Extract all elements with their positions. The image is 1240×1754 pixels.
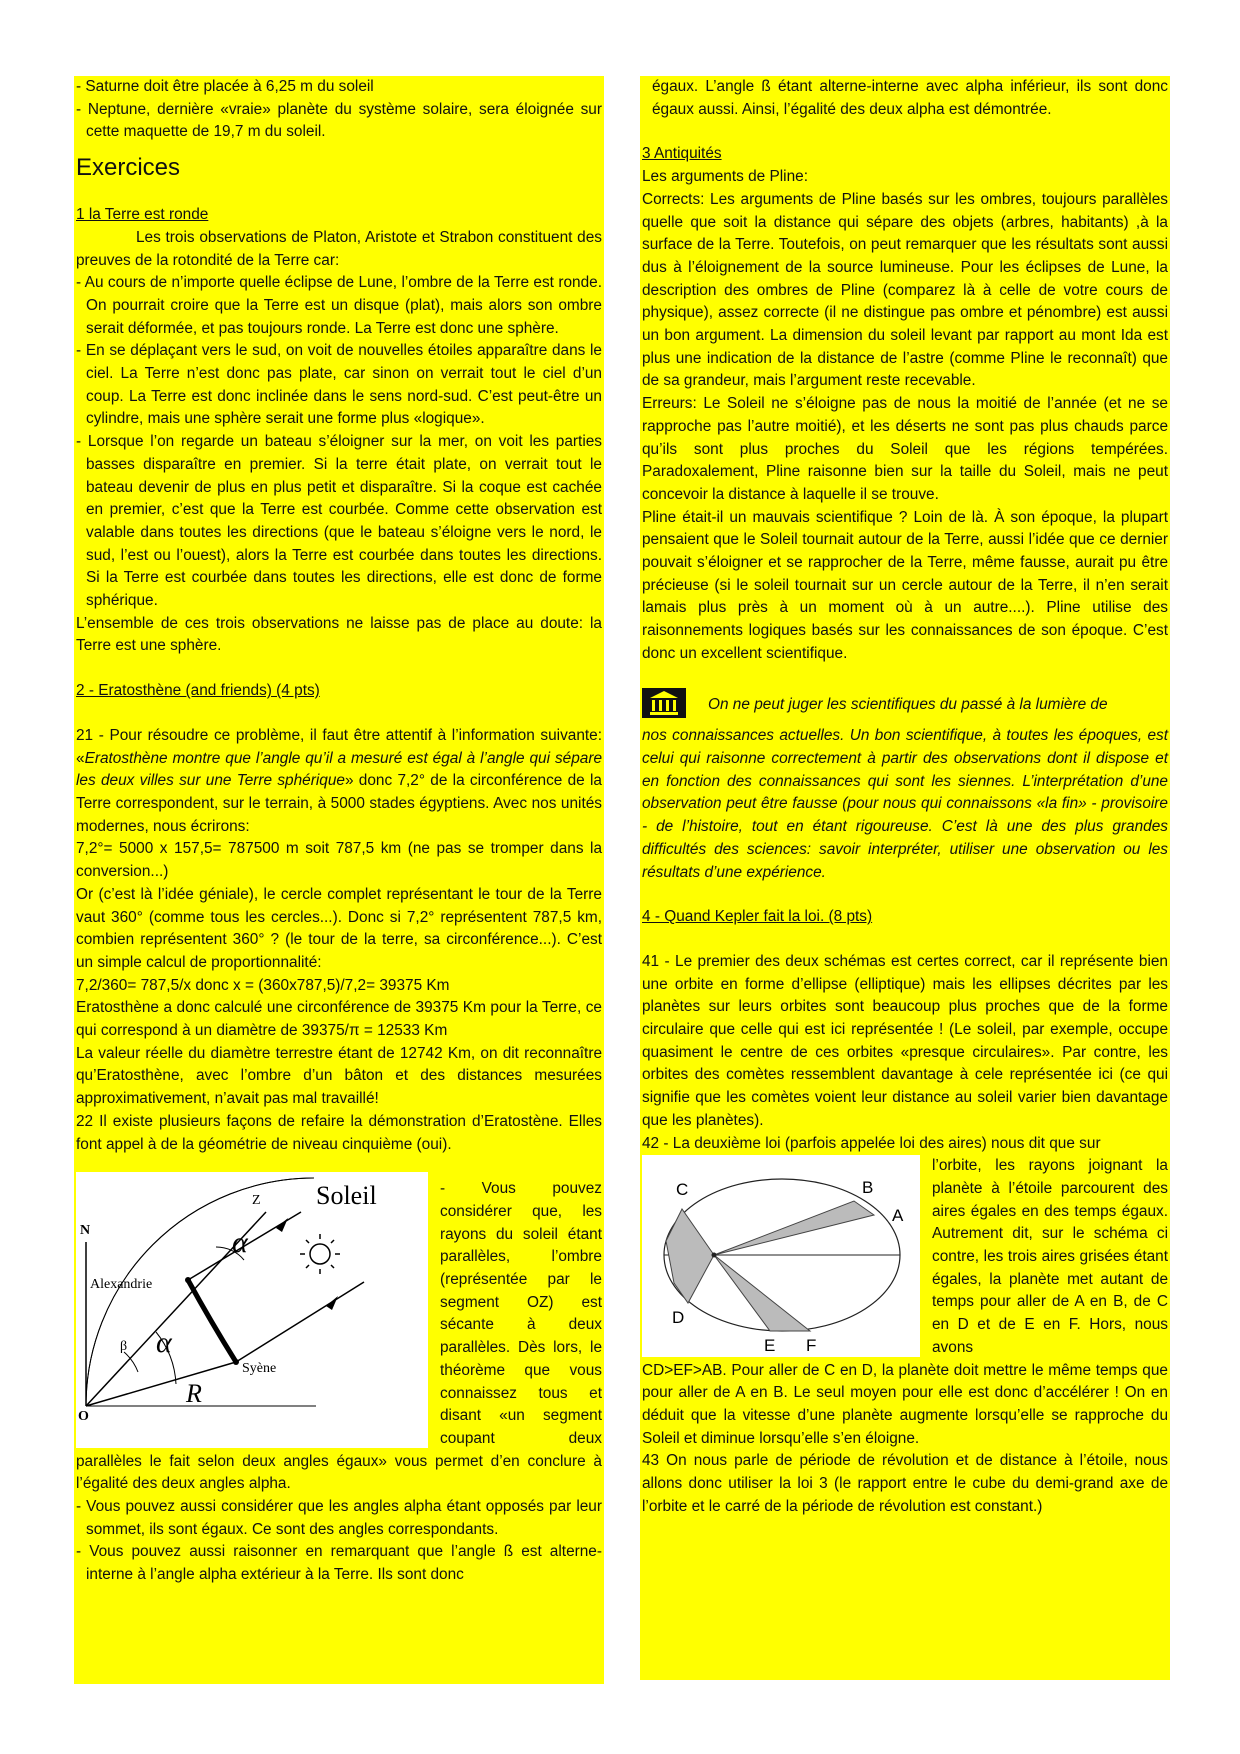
figure-label-soleil: Soleil xyxy=(316,1181,377,1211)
calc-line-2: 7,2/360= 787,5/x donc x = (360x787,5)/7,2= 39375 Km xyxy=(76,976,450,994)
museum-icon xyxy=(642,688,686,726)
answer-42-rest: CD>EF>AB. Pour aller de C en D, la planète doit mettre le même temps que pour aller de A en B. Le seul moyen pour elle est donc d’accélérer ! On en déduit que la vitesse d’une planète augmente lorsqu’elle se rapproche du Soleil et diminue lorsqu’elle s’en éloigne. xyxy=(642,1361,1168,1447)
figure-label-beta: β xyxy=(120,1339,128,1355)
exercise-1-intro: Les trois observations de Platon, Aristote et Strabon constituent des preuves de la rotondité de la Terre car: xyxy=(76,228,602,269)
orbit-label-d: D xyxy=(672,1308,685,1328)
kepler-orbit-figure xyxy=(642,1155,920,1357)
paragraph-or: Or (c’est là l’idée géniale), le cercle complet représentant le tour de la Terre vaut 360° (comme tous les cercles...). Donc si 7,2° représentent 787,5 km, combien représentent 360° ? (le tour de la terre, sa circonférence...). C’est un simple calcul de proportionnalité: xyxy=(76,885,602,971)
paragraph-result: Eratosthène a donc calculé une circonférence de 39375 Km pour la Terre, ce qui correspond à un diamètre de 39375/π = 12533 Km xyxy=(76,999,602,1040)
list-item: - Saturne doit être placée à 6,25 m du soleil xyxy=(76,78,374,95)
answer-22: 22 Il existe plusieurs façons de refaire la démonstration d’Eratostène. Elles font appel à de la géométrie de niveau cinquième (oui). xyxy=(76,1112,602,1153)
orbit-label-f: F xyxy=(806,1336,817,1356)
orbit-label-e: E xyxy=(764,1336,776,1356)
figure-label-syene: Syène xyxy=(242,1361,277,1377)
figure-label-o: O xyxy=(78,1409,89,1425)
figure-label-alexandrie: Alexandrie xyxy=(90,1277,153,1293)
arguments-erreurs: Erreurs: Le Soleil ne s’éloigne pas de nous la moitié de l’année (et ne se rapproche pas l’autre moitié), et les déserts ne sont pas plus chauds parce qu’ils sont plus proches du Soleil que les régions tempérées. Paradoxalement, Pline raisonne bien sur la taille du Soleil, mais ne peut concevoir la distance à laquelle il se trouve. xyxy=(642,395,1168,503)
orbit-label-a: A xyxy=(892,1206,904,1226)
figure-label-r: R xyxy=(186,1379,202,1409)
eratosthenes-figure xyxy=(76,1172,428,1448)
calc-line-1: 7,2°= 5000 x 157,5= 787500 m soit 787,5 km (ne pas se tromper dans la conversion...) xyxy=(76,840,602,881)
exercise-4-heading: 4 - Quand Kepler fait la loi. (8 pts) xyxy=(642,908,873,926)
continuation-text: égaux. L’angle ß étant alterne-interne avec alpha inférieur, ils sont donc égaux aussi. Ainsi, l’égalité des deux alpha est démontrée. xyxy=(652,78,1168,118)
list-item: - Vous pouvez aussi raisonner en remarquant que l’angle ß est alterne-interne à l’angle alpha extérieur à la Terre. Ils sont donc xyxy=(76,1543,602,1584)
exercise-3-heading: 3 Antiquités xyxy=(642,145,722,163)
orbit-label-c: C xyxy=(676,1180,689,1200)
exercise-3-sub: Les arguments de Pline: xyxy=(642,168,808,186)
exercise-1-heading: 1 la Terre est ronde xyxy=(76,206,209,224)
museum-note-first-line: On ne peut juger les scientifiques du passé à la lumière de xyxy=(708,695,1108,713)
exercise-1-conclusion: L’ensemble de ces trois observations ne laisse pas de place au doute: la Terre est une sphère. xyxy=(76,614,602,655)
orbit-label-b: B xyxy=(862,1178,874,1198)
right-column xyxy=(640,76,1170,1680)
figure-label-alpha-top: α xyxy=(232,1226,248,1260)
figure-label-alpha-bottom: α xyxy=(156,1326,172,1360)
answer-42-side: l’orbite, les rayons joignant la planète à l’étoile parcourent des aires égales en des temps égaux. Autrement dit, sur le schéma ci contre, les trois aires grisées étant égales, la planète met autant de temps pour aller de A en B, de C en D et de E en F. Hors, nous avons xyxy=(932,1157,1168,1356)
answer-41: 41 - Le premier des deux schémas est certes correct, car il représente bien une orbite en forme d’ellipse (elliptique) mais les ellipses décrites par les planètes sur leurs orbites sont beaucoup plus proches que de la forme circulaire que celle qui est ici représentée ! (Le soleil, par exemple, occupe quasiment le centre de ces orbites «presque circulaires». Par contre, les orbites des comètes ressemblent davantage à cele représentée ici (ce qui signifie que les comètes voient leur distance au soleil varier bien davantage que les planètes). xyxy=(642,952,1168,1129)
list-item: - En se déplaçant vers le sud, on voit de nouvelles étoiles apparaître dans le ciel. La Terre n’est donc pas plate, car sinon on verrait tout le ciel d’un coup. La Terre est donc inclinée dans le sens nord-sud. C’est peut-être un cylindre, mais une sphère serait une forme plus «logique». xyxy=(76,342,602,428)
answer-43: 43 On nous parle de période de révolution et de distance à l’étoile, nous allons donc utiliser la loi 3 (le rapport entre le cube du demi-grand axe de l’orbite et le carré de la période de révolution est constant.) xyxy=(642,1452,1168,1515)
arguments-corrects: Corrects: Les arguments de Pline basés sur les ombres, toujours parallèles quelle que soit la distance qui sépare des objets (arbres, habitants) ,à la surface de la Terre. Toutefois, on peut remarquer que les résultats sont aussi dus à l’éloignement de la source lumineuse. Pour les éclipses de Lune, la description des ombres de Pline (comparez là à celle de votre cours de physique), assez correcte (il ne distingue pas ombre et pénombre) est aussi un bon argument. La dimension du soleil levant par rapport au mont Ida est plus une indication de la distance de l’astre (comme Pline le reconnaît) que de sa grandeur, mais l’argument reste recevable. xyxy=(642,190,1168,390)
figure-explanation: - Vous pouvez considérer que, les rayons du soleil étant parallèles, l’ombre (représentée par le segment OZ) est sécante à deux parallèles. Dès lors, le théorème que vous connaissez tous et disant «un segment coupant deux parallèles le fait selon deux angles égaux» vous permet d’en conclure à l’égalité des deux angles alpha. xyxy=(76,1180,602,1493)
list-item: - Lorsque l’on regarde un bateau s’éloigner sur la mer, on voit les parties basses disparaître en premier. Si la terre était plate, on verrait tout le bateau devenir de plus en plus petit et disparaître. Si la coque est cachée en premier, c’est que la Terre est courbée. Comme cette observation est valable dans toutes les directions (que le bateau s’éloigne vers le nord, le sud, l’est ou l’ouest), alors la Terre est courbée dans toutes les directions. Si la Terre est courbée dans toutes les directions, elle est donc de forme sphérique. xyxy=(76,433,602,610)
left-column xyxy=(74,76,604,1684)
pline-paragraph: Pline était-il un mauvais scientifique ? Loin de là. À son époque, la plupart pensaient que le Soleil tournait autour de la Terre, aussi l’idée que ce dernier pouvait s’éloigner et se rapprocher de la Terre, même fausse, aurait pu être précieuse (si le soleil tournait sur un cercle autour de la Terre, il n’en serait lamais plus près à un moment où à un autre....). Pline utilise des raisonnements logiques basés sur les connaissances de son époque. C’est donc un excellent scientifique. xyxy=(642,508,1168,662)
museum-note-body: nos connaissances actuelles. Un bon scientifique, à toutes les époques, est celui qui raisonne correctement à partir des observations dont il dispose et en fonction des connaissances qui sont les siennes. L’interprétation d’une observation peut être fausse (pour nous qui connaissons «la fin» - provisoire - de l’histoire, tout en étant rigoureuse. C’est là une des plus grandes difficultés des sciences: savoir interpréter, utiliser une observation ou les résultats d’une expérience. xyxy=(642,727,1168,881)
museum-note xyxy=(642,688,1168,726)
list-item: - Neptune, dernière «vraie» planète du système solaire, sera éloignée sur cette maquette de 19,7 m du soleil. xyxy=(76,100,602,141)
section-title: Exercices xyxy=(76,154,181,182)
figure-label-n: N xyxy=(80,1223,91,1239)
list-item: - Au cours de n’importe quelle éclipse de Lune, l’ombre de la Terre est ronde. On pourrait croire que la Terre est un disque (plat), mais alors son ombre serait déformée, et pas toujours ronde. La Terre est donc une sphère. xyxy=(76,274,602,337)
exercise-2-heading: 2 - Eratosthène (and friends) (4 pts) xyxy=(76,682,320,700)
figure-label-z: Z xyxy=(252,1193,261,1209)
answer-21: 21 - Pour résoudre ce problème, il faut être attentif à l’information suivante: «Eratosthène montre que l’angle qu’il a mesuré est égal à l’angle qui sépare les deux villes sur une Terre sphérique» donc 7,2° de la circonférence de la Terre correspondent, sur le terrain, à 5000 stades égyptiens. Avec nos unités modernes, nous écrirons: xyxy=(76,726,602,835)
paragraph-real-value: La valeur réelle du diamètre terrestre étant de 12742 Km, on dit reconnaître qu’Eratosthène, avec l’ombre d’un bâton et des distances mesurées approximativement, n’avait pas mal travaillé! xyxy=(76,1044,602,1108)
list-item: - Vous pouvez aussi considérer que les angles alpha étant opposés par leur sommet, ils sont égaux. Ce sont des angles correspondants. xyxy=(76,1498,602,1538)
answer-42-first-line: 42 - La deuxième loi (parfois appelée loi des aires) nous dit que sur xyxy=(642,1134,1101,1152)
